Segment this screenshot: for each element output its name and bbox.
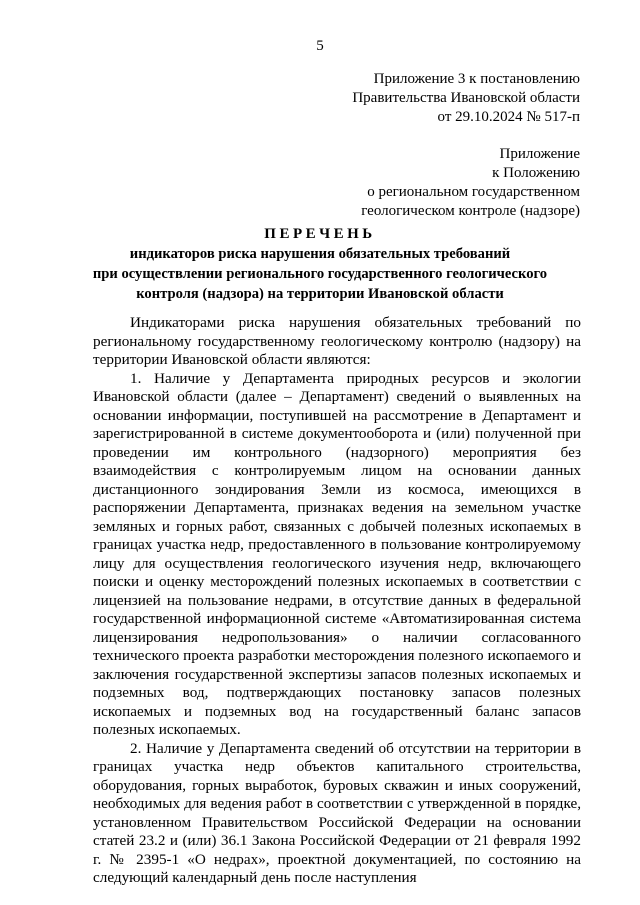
body-paragraph-intro: Индикаторами риска нарушения обязательных требований по региональному государственному геологическому контролю (надзору) на территории Ивановской области являются: (93, 314, 581, 368)
subtitle-line: индикаторов риска нарушения обязательных требований (129, 246, 511, 262)
sub-appendix-line: к Положению (492, 165, 580, 181)
appendix-line: от 29.10.2024 № 517-п (437, 109, 580, 125)
page-number: 5 (316, 38, 324, 54)
title-heading: ПЕРЕЧЕНЬ (264, 226, 376, 242)
document-body (93, 314, 581, 888)
sub-appendix-line: Приложение (499, 146, 580, 162)
appendix-header (352, 70, 580, 127)
appendix-line: Правительства Ивановской области (352, 90, 580, 106)
sub-appendix-line: о региональном государственном (367, 184, 580, 200)
sub-appendix-line: геологическом контроле (надзоре) (361, 203, 580, 219)
subtitle-line: при осуществлении регионального государственного геологического (92, 266, 548, 282)
document-title (60, 224, 580, 304)
sub-appendix-header (361, 145, 580, 221)
body-paragraph-item-2: 2. Наличие у Департамента сведений об отсутствии на территории в границах участка недр объектов капитального строительства, оборудования, горных выработок, буровых скважин и иных сооружений, необходимых для ведения работ в соответствии с утвержденной в порядке, установленном Правительством Российской Федерации на основании статей 23.2 и (или) 36.1 Закона Российской Федерации от 21 февраля 1992 г. № 2395-1 «О недрах», проектной документацией, по состоянию на следующий календарный день после наступления (93, 739, 581, 886)
body-paragraph-item-1: 1. Наличие у Департамента природных ресурсов и экологии Ивановской области (далее – Департамент) сведений о выявленных на основании информации, поступившей на рассмотрение в Департамент и зарегистрированной в системе документооборота и (или) полученной при проведении им контрольного (надзорного) мероприятия без взаимодействия с контролируемым лицом на основании данных дистанционного зондирования Земли из космоса, имеющихся в распоряжении Департамента, признаках ведения на земельном участке земляных и горных работ, связанных с добычей полезных ископаемых в границах участка недр, предоставленного в пользование контролируемому лицу для осуществления геологического изучения недр, включающего поиски и оценку месторождений полезных ископаемых в соответствии с лицензией на пользование недрами, в отсутствие данных в федеральной государственной информационной системе «Автоматизированная система лицензирования недропользования» о наличии согласованного технического проекта разработки месторождения полезного ископаемого и заключения государственной экспертизы запасов полезных ископаемых и подземных вод, подтверждающих постановку запасов полезных ископаемых и подземных вод на государственный баланс запасов полезных ископаемых. (93, 369, 581, 738)
subtitle-line: контроля (надзора) на территории Ивановской области (136, 286, 504, 302)
appendix-line: Приложение 3 к постановлению (373, 71, 580, 87)
title-subtitle (60, 244, 580, 304)
